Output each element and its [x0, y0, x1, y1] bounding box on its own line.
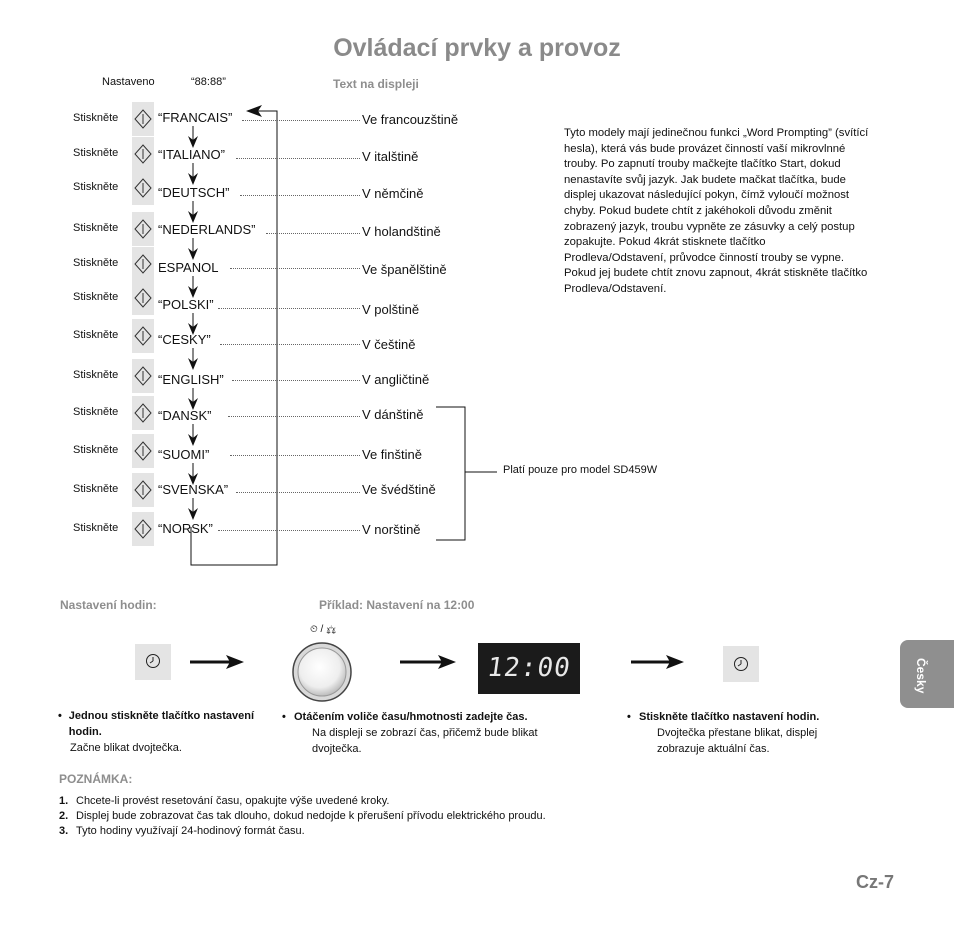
down-arrow: [187, 498, 199, 522]
start-icon: [132, 319, 154, 353]
start-icon: [132, 137, 154, 171]
start-button[interactable]: [132, 396, 154, 430]
language-option: “DANSK”: [158, 408, 212, 423]
clock-heading: Nastavení hodin:: [60, 598, 157, 612]
leader-line: [242, 120, 360, 121]
dial-label: ⏲ / ⚖: [309, 624, 337, 635]
start-button[interactable]: [132, 359, 154, 393]
display-text: V polštině: [362, 302, 420, 317]
start-icon: [132, 212, 154, 246]
press-label: Stiskněte: [73, 522, 119, 534]
press-label: Stiskněte: [73, 257, 119, 269]
language-option: “DEUTSCH”: [158, 185, 230, 200]
clock-icon: [135, 644, 171, 680]
language-option: “NORSK”: [158, 521, 213, 536]
press-label: Stiskněte: [73, 329, 119, 341]
leader-line: [236, 492, 360, 493]
note-item: 3. Tyto hodiny využívají 24-hodinový formát času.: [59, 825, 305, 837]
display-text: V italštině: [362, 149, 419, 164]
start-button[interactable]: [132, 473, 154, 507]
step-3-text: Dvojtečka přestane blikat, displej zobrazuje aktuální čas.: [657, 727, 818, 755]
start-icon: [132, 247, 154, 281]
leader-line: [230, 268, 360, 269]
step-3-bold: Stiskněte tlačítko nastavení hodin.: [639, 711, 820, 723]
language-side-tab: [900, 640, 954, 708]
display-default: “88:88”: [191, 76, 226, 88]
step-2-text: Na displeji se zobrazí čas, přičemž bude blikat dvojtečka.: [312, 727, 538, 755]
clock-button-final[interactable]: [723, 646, 759, 682]
down-arrow: [187, 238, 199, 262]
down-arrow: [187, 163, 199, 187]
side-tab-label: Česky: [914, 658, 928, 694]
leader-line: [232, 380, 360, 381]
press-label: Stiskněte: [73, 222, 119, 234]
display-column-heading: Text na displeji: [333, 77, 419, 91]
language-option: “SVENSKA”: [158, 482, 229, 497]
press-label: Stiskněte: [73, 444, 119, 456]
time-weight-dial[interactable]: [290, 640, 354, 704]
start-button[interactable]: [132, 512, 154, 546]
nastaveno-label: Nastaveno: [102, 76, 155, 88]
clock-button[interactable]: [135, 644, 171, 680]
start-button[interactable]: [132, 247, 154, 281]
press-label: Stiskněte: [73, 291, 119, 303]
display-text: Ve švédštině: [362, 482, 436, 497]
language-option: ESPANOL: [158, 260, 219, 275]
display-text: Ve francouzštině: [362, 112, 459, 127]
language-option: “POLSKI”: [158, 297, 214, 312]
start-icon: [132, 102, 154, 136]
step-2-bold: Otáčením voliče času/hmotnosti zadejte čas.: [294, 711, 528, 723]
down-arrow: [187, 424, 199, 448]
display-text: V češtině: [362, 337, 416, 352]
clock-icon: [723, 646, 759, 682]
press-label: Stiskněte: [73, 369, 119, 381]
press-label: Stiskněte: [73, 147, 119, 159]
page-title: Ovládací prvky a provoz: [333, 34, 621, 62]
display-text: V angličtině: [362, 372, 430, 387]
press-label: Stiskněte: [73, 112, 119, 124]
down-arrow: [187, 348, 199, 372]
language-option: “SUOMI”: [158, 447, 210, 462]
leader-line: [220, 344, 360, 345]
leader-line: [236, 158, 360, 159]
display-text: Ve finštině: [362, 447, 422, 462]
page-number: Cz-7: [855, 872, 894, 892]
display-text: V norštině: [362, 522, 421, 537]
start-icon: [132, 512, 154, 546]
note-heading: POZNÁMKA:: [59, 772, 133, 786]
display-text: Ve španělštině: [362, 262, 447, 277]
note-item: 2. Displej bude zobrazovat čas tak dlouho, dokud nedojde k přerušení přívodu elektrického proudu.: [59, 810, 546, 822]
start-icon: [132, 281, 154, 315]
leader-line: [218, 530, 360, 531]
leader-line: [218, 308, 360, 309]
leader-line: [230, 455, 360, 456]
display-text: V holandštině: [362, 224, 441, 239]
display-time: 12:00: [485, 653, 573, 683]
start-button[interactable]: [132, 171, 154, 205]
press-label: Stiskněte: [73, 181, 119, 193]
leader-line: [240, 195, 360, 196]
step-2: • Otáčením voliče času/hmotnosti zadejte čas. Na displeji se zobrazí čas, přičemž bude blikat dvojtečka.: [282, 709, 572, 757]
language-option: “NEDERLANDS”: [158, 222, 256, 237]
start-button[interactable]: [132, 319, 154, 353]
start-button[interactable]: [132, 212, 154, 246]
leader-line: [266, 233, 360, 234]
start-icon: [132, 396, 154, 430]
leader-line: [228, 416, 360, 417]
start-icon: [132, 473, 154, 507]
language-option: “CESKY”: [158, 332, 211, 347]
clock-example: Příklad: Nastavení na 12:00: [319, 598, 475, 612]
note-list: [59, 794, 699, 839]
press-label: Stiskněte: [73, 406, 119, 418]
display-text: V dánštině: [362, 407, 424, 422]
display-text: V němčině: [362, 186, 424, 201]
press-label: Stiskněte: [73, 483, 119, 495]
language-option: “ENGLISH”: [158, 372, 224, 387]
step-3: • Stiskněte tlačítko nastavení hodin. Dvojtečka přestane blikat, displej zobrazuje aktuální čas.: [627, 709, 867, 757]
step-1: • Jednou stiskněte tlačítko nastavení hodin. Začne blikat dvojtečka.: [58, 708, 268, 756]
start-button[interactable]: [132, 434, 154, 468]
led-display: [478, 643, 580, 694]
start-button[interactable]: [132, 102, 154, 136]
start-button[interactable]: [132, 137, 154, 171]
word-prompting-paragraph: Tyto modely mají jedinečnou funkci „Word Prompting” (svítící hesla), která vás bude provázet činností vaší mikrovlnné trouby. Po zapnutí trouby mačkejte tlačítko Start, dokud nenastavíte svůj jazyk. Jak budete mačkat tlačítka, bude displej ukazovat následující pokyn, čímž vyloučí možnost chyby. Pokud budete chtít z jakéhokoli důvodu změnit zobrazený jazyk, troubu vypněte ze zásuvky a celý postup zopakujte. Pokud 4krát stisknete tlačítko Prodleva/Odstavení, průvodce činností trouby se vypne. Pokud jej budete chtít znovu zapnout, 4krát stiskněte tlačítko Prodleva/Odstavení.: [564, 127, 869, 295]
start-icon: [132, 434, 154, 468]
note-item: 1. Chcete-li provést resetování času, opakujte výše uvedené kroky.: [59, 795, 390, 807]
step-1-text: Začne blikat dvojtečka.: [70, 742, 182, 754]
start-button[interactable]: [132, 281, 154, 315]
start-icon: [132, 359, 154, 393]
step-1-bold: Jednou stiskněte tlačítko nastavení hodin.: [68, 710, 255, 738]
start-icon: [132, 171, 154, 205]
model-note: Platí pouze pro model SD459W: [503, 464, 658, 476]
language-option: “ITALIANO”: [158, 147, 225, 162]
language-option: “FRANCAIS”: [158, 110, 233, 125]
